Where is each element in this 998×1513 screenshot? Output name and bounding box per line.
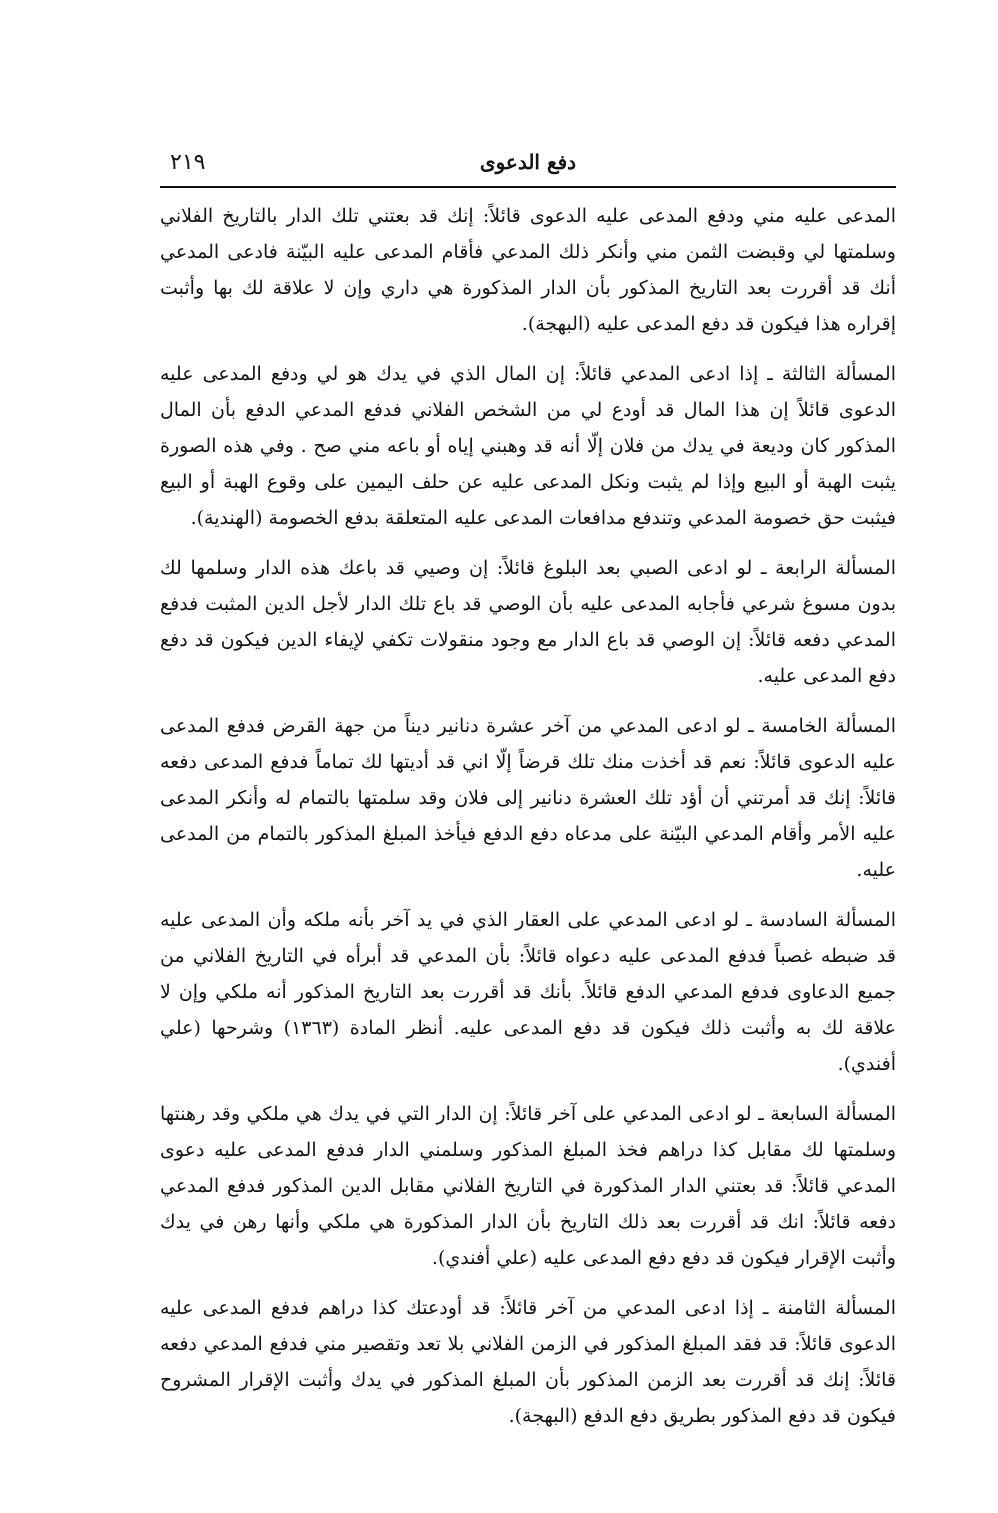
paragraph: المدعى عليه مني ودفع المدعى عليه الدعوى قائلاً: إنك قد بعتني تلك الدار بالتاريخ الفلاني وسلمتها لي وقبضت الثمن مني وأنكر ذلك المدعي فأقام المدعى عليه البيّنة فادعى المدعي أنك قد أقررت بعد التاريخ المذكور بأن الدار المذكورة هي داري وإن لا علاقة لك بها وأثبت إقراره هذا فيكون قد دفع المدعى عليه (البهجة). [160,205,896,335]
paragraph: المسألة الرابعة ـ لو ادعى الصبي بعد البلوغ قائلاً: إن وصيي قد باعك هذه الدار وسلمها لك بدون مسوغ شرعي فأجابه المدعى عليه بأن الوصي قد باع تلك الدار لأجل الدين المثبت فدفع المدعي دفعه قائلاً: إن الوصي قد باع الدار مع وجود منقولات تكفي لإيفاء الدين فيكون قد دفع دفع المدعى عليه. [160,557,896,687]
page-header [160,150,896,184]
body-text [160,198,896,1448]
paragraph: المسألة الثامنة ـ إذا ادعى المدعي من آخر قائلاً: قد أودعتك كذا دراهم فدفع المدعى عليه الدعوى قائلاً: قد فقد المبلغ المذكور في الزمن الفلاني بلا تعد وتقصير مني فدفع المدعي دفعه قائلاً: إنك قد أقررت بعد الزمن المذكور بأن المبلغ المذكور في يدك وأثبت الإقرار المشروح فيكون قد دفع المذكور بطريق دفع الدفع (البهجة). [160,1297,896,1427]
page-number: ٢١٩ [170,150,206,175]
running-title: دفع الدعوى [479,150,577,174]
header-rule [160,186,896,188]
paragraph: المسألة السابعة ـ لو ادعى المدعي على آخر قائلاً: إن الدار التي في يدك هي ملكي وقد رهنتها وسلمتها لك مقابل كذا دراهم فخذ المبلغ المذكور وسلمني الدار فدفع المدعى عليه دعوى المدعي قائلاً: قد بعتني الدار المذكورة في التاريخ الفلاني مقابل الدين المذكور فدفع المدعي دفعه قائلاً: انك قد أقررت بعد ذلك التاريخ بأن الدار المذكورة هي ملكي وأنها رهن في يدك وأثبت الإقرار فيكون قد دفع دفع المدعى عليه (علي أفندي). [160,1103,896,1269]
paragraph: المسألة السادسة ـ لو ادعى المدعي على العقار الذي في يد آخر بأنه ملكه وأن المدعى عليه قد ضبطه غصباً فدفع المدعى عليه دعواه قائلاً: بأن المدعي قد أبرأه في التاريخ الفلاني من جميع الدعاوى فدفع المدعي الدفع قائلاً. بأنك قد أقررت بعد التاريخ المذكور أنه ملكي وإن لا علاقة لك به وأثبت ذلك فيكون قد دفع المدعى عليه. أنظر المادة (١٣٦٣) وشرحها (علي أفندي). [160,909,896,1075]
paragraph: المسألة الثالثة ـ إذا ادعى المدعي قائلاً: إن المال الذي في يدك هو لي ودفع المدعى عليه الدعوى قائلاً إن هذا المال قد أودع لي من الشخص الفلاني فدفع المدعي الدفع بأن المال المذكور كان وديعة في يدك من فلان إلّا أنه قد وهبني إياه أو باعه مني صح . وفي هذه الصورة يثبت الهبة أو البيع وإذا لم يثبت ونكل المدعى عليه عن حلف اليمين على وقوع الهبة أو البيع فيثبت حق خصومة المدعي وتندفع مدافعات المدعى عليه المتعلقة بدفع الخصومة (الهندية). [160,363,896,529]
paragraph: المسألة الخامسة ـ لو ادعى المدعي من آخر عشرة دنانير ديناً من جهة القرض فدفع المدعى عليه الدعوى قائلاً: نعم قد أخذت منك تلك قرضاً إلّا اني قد أديتها لك تماماً فدفع المدعى دفعه قائلاً: إنك قد أمرتني أن أؤد تلك العشرة دنانير إلى فلان وقد سلمتها بالتمام له وأنكر المدعى عليه الأمر وأقام المدعي البيّنة على مدعاه دفع الدفع فيأخذ المبلغ المذكور بالتمام من المدعى عليه. [160,715,896,881]
